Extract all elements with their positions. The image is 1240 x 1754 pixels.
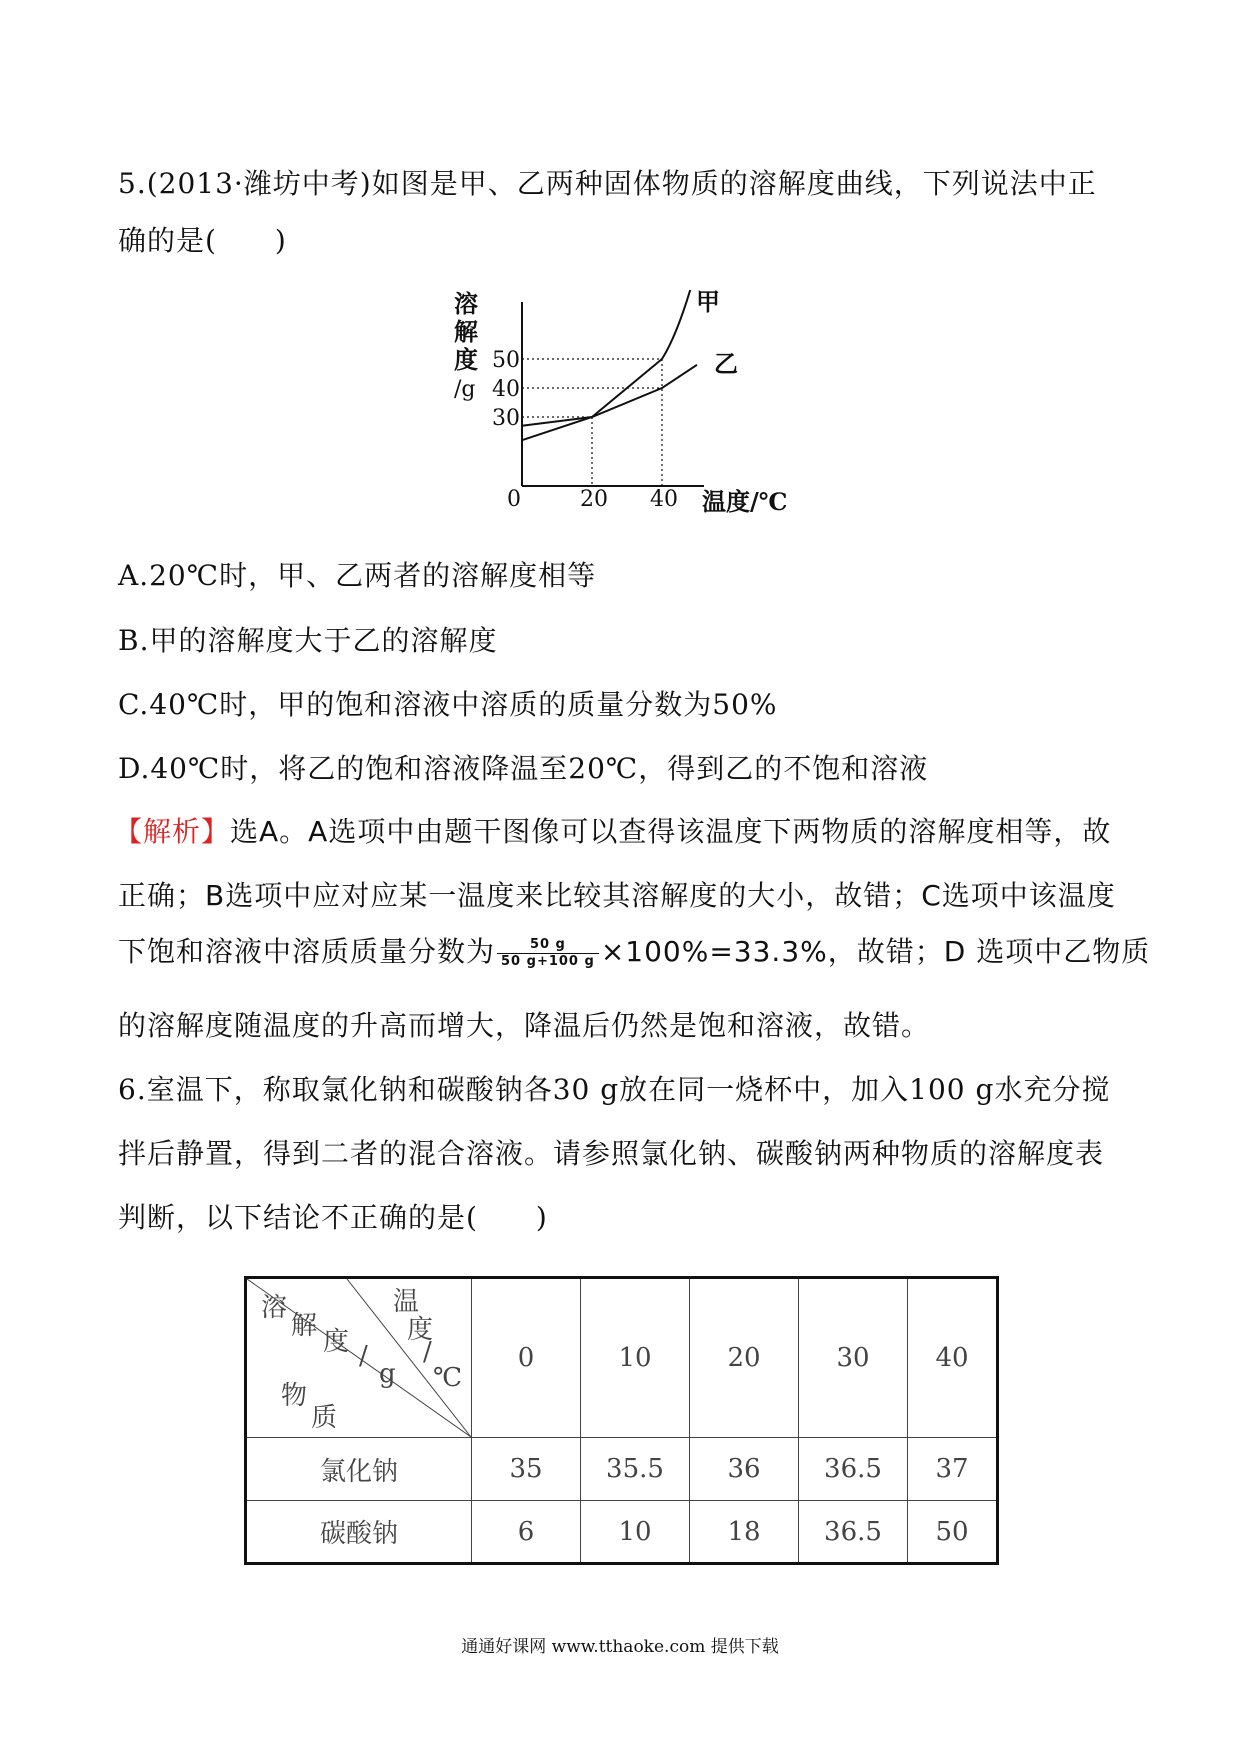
corner-char-jie: 解 — [291, 1311, 318, 1341]
q6-line-1: 6.室温下，称取氯化钠和碳酸钠各30 g放在同一烧杯中，加入100 g水充分搅 — [118, 1073, 1111, 1106]
table-row-nacl — [246, 1438, 998, 1501]
label-yi: 乙 — [714, 349, 738, 378]
q6-line-3: 判断，以下结论不正确的是( ) — [118, 1201, 548, 1234]
table-row-na2co3 — [246, 1501, 998, 1564]
analysis-line-1 — [114, 810, 1111, 850]
corner-char-du2: 度 — [407, 1315, 434, 1345]
analysis-line-4: 的溶解度随温度的升高而增大，降温后仍然是饱和溶液，故错。 — [118, 1009, 931, 1042]
corner-char-slash2: / — [423, 1337, 432, 1367]
solubility-table — [244, 1276, 999, 1565]
na2co3-cell-10: 10 — [581, 1501, 690, 1564]
y-tick-50: 50 — [492, 348, 520, 373]
na2co3-cell-30: 36.5 — [799, 1501, 908, 1564]
y-tick-40: 40 — [492, 377, 520, 402]
x-axis-label: 温度/℃ — [702, 487, 788, 516]
temp-header-30: 30 — [799, 1278, 908, 1438]
analysis-line-3 — [118, 930, 1150, 970]
footer: 通通好课网 www.tthaoke.com 提供下载 — [461, 1637, 779, 1657]
table-header-row — [246, 1278, 998, 1438]
x-tick-40: 40 — [650, 487, 678, 512]
row-name-nacl: 氯化钠 — [246, 1438, 472, 1501]
y-axis-label-char-1: 溶 — [454, 290, 478, 318]
fraction-denominator: 50 g+100 g — [501, 953, 595, 969]
q6-line-2: 拌后静置，得到二者的混合溶液。请参照氯化钠、碳酸钠两种物质的溶解度表 — [118, 1137, 1105, 1170]
corner-char-slash: / — [359, 1341, 368, 1371]
corner-char-rong: 溶 — [261, 1293, 288, 1323]
curve-jia — [522, 290, 697, 440]
temp-header-40: 40 — [908, 1278, 998, 1438]
nacl-cell-40: 37 — [908, 1438, 998, 1501]
na2co3-cell-20: 18 — [690, 1501, 799, 1564]
analysis-text-3b: ×100%=33.3%，故错；D 选项中乙物质 — [600, 935, 1151, 968]
corner-char-celsius: ℃ — [433, 1363, 463, 1393]
option-d: D.40℃时，将乙的饱和溶液降温至20℃，得到乙的不饱和溶液 — [118, 752, 929, 785]
corner-char-g: g — [379, 1359, 396, 1389]
temp-header-20: 20 — [690, 1278, 799, 1438]
y-tick-30: 30 — [492, 406, 520, 431]
x-tick-20: 20 — [580, 487, 608, 512]
q5-line-2: 确的是( ) — [118, 224, 287, 257]
solubility-chart — [440, 290, 820, 530]
temp-header-0: 0 — [472, 1278, 581, 1438]
y-axis-label-char-2: 解 — [454, 317, 478, 346]
corner-char-du: 度 — [323, 1327, 350, 1357]
label-jia: 甲 — [696, 290, 720, 316]
temp-header-10: 10 — [581, 1278, 690, 1438]
corner-char-zhi: 质 — [311, 1403, 338, 1433]
row-name-na2co3: 碳酸钠 — [246, 1501, 472, 1564]
table-corner-cell — [246, 1278, 472, 1438]
option-a: A.20℃时，甲、乙两者的溶解度相等 — [118, 559, 597, 592]
nacl-cell-20: 36 — [690, 1438, 799, 1501]
fraction-numerator: 50 g — [497, 937, 599, 954]
option-c: C.40℃时，甲的饱和溶液中溶质的质量分数为50% — [118, 688, 778, 721]
option-b: B.甲的溶解度大于乙的溶解度 — [118, 624, 498, 657]
na2co3-cell-40: 50 — [908, 1501, 998, 1564]
analysis-line-2: 正确；B选项中应对应某一温度来比较其溶解度的大小，故错；C选项中该温度 — [118, 879, 1116, 912]
y-axis-unit: /g — [454, 377, 476, 402]
nacl-cell-10: 35.5 — [581, 1438, 690, 1501]
analysis-text-1: 选A。A选项中由题干图像可以查得该温度下两物质的溶解度相等，故 — [230, 815, 1112, 848]
q5-line-1: 5.(2013·潍坊中考)如图是甲、乙两种固体物质的溶解度曲线，下列说法中正 — [118, 167, 1097, 200]
analysis-tag: 【解析】 — [114, 815, 231, 848]
origin-label: 0 — [507, 487, 521, 512]
corner-char-wen: 温 — [393, 1287, 420, 1317]
fraction — [497, 937, 599, 970]
y-axis-label-char-3: 度 — [454, 345, 478, 374]
nacl-cell-0: 35 — [472, 1438, 581, 1501]
nacl-cell-30: 36.5 — [799, 1438, 908, 1501]
na2co3-cell-0: 6 — [472, 1501, 581, 1564]
analysis-text-3a: 下饱和溶液中溶质质量分数为 — [118, 935, 496, 968]
corner-char-wu: 物 — [281, 1381, 308, 1411]
